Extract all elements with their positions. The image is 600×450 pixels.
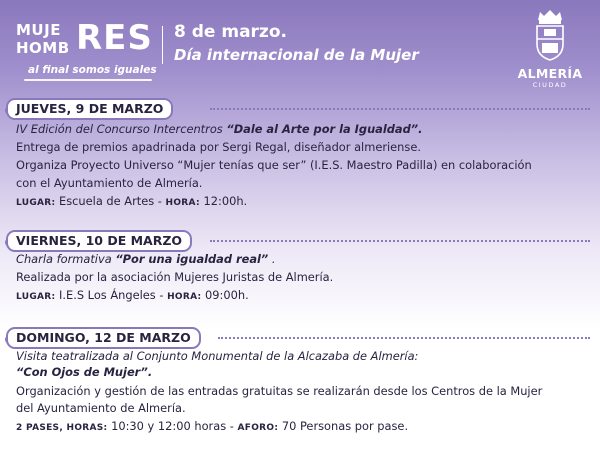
- event-title-suffix: .: [268, 252, 276, 266]
- event-section-sunday: [6, 327, 594, 442]
- event-title-bold: “Dale al Arte por la Igualdad”.: [226, 122, 423, 136]
- dotted-rule: [210, 240, 590, 242]
- section-heading: JUEVES, 9 DE MARZO: [6, 98, 173, 120]
- capacity-value: 70 Personas por pase.: [278, 419, 409, 433]
- logo-muje-text: MUJE: [16, 21, 61, 39]
- event-title-prefix: Charla formativa: [16, 252, 116, 266]
- header-subtitle: Día internacional de la Mujer: [174, 46, 419, 64]
- sessions-label: 2 PASES, HORAS:: [16, 423, 108, 433]
- event-section-thursday: [6, 98, 594, 213]
- event-line: Realizada por la asociación Mujeres Juristas de Almería.: [16, 270, 334, 284]
- logo-tagline: al final somos iguales: [28, 64, 157, 76]
- place-value: Escuela de Artes -: [55, 194, 166, 208]
- event-line: del Ayuntamiento de Almería.: [16, 401, 186, 415]
- place-label: LUGAR:: [16, 198, 56, 208]
- event-title-prefix: IV Edición del Concurso Intercentros: [16, 122, 227, 136]
- sessions-value: 10:30 y 12:00 horas -: [107, 419, 238, 433]
- event-line: Entrega de premios apadrinada por Sergi Regal, diseñador almeriense.: [16, 140, 421, 154]
- event-title-bold: “Por una igualdad real”: [115, 252, 269, 266]
- section-heading: DOMINGO, 12 DE MARZO: [6, 327, 201, 349]
- time-label: HORA:: [165, 198, 200, 208]
- event-section-friday: [6, 230, 594, 310]
- event-title: [16, 121, 422, 137]
- event-line: Organiza Proyecto Universo “Mujer tenías que ser” (I.E.S. Maestro Padilla) en colaboración: [16, 158, 532, 172]
- event-info: [16, 418, 408, 436]
- mujeres-hombres-logo: [14, 16, 164, 86]
- event-line: Organización y gestión de las entradas gratuitas se realizarán desde los Centros de la Mujer: [16, 384, 543, 398]
- place-value: I.E.S Los Ángeles -: [55, 288, 168, 302]
- capacity-label: AFORO:: [237, 423, 279, 433]
- logo-underline: [24, 79, 152, 81]
- dotted-rule: [218, 337, 590, 339]
- event-title: [16, 251, 276, 267]
- logo-homb-text: HOMB: [16, 39, 70, 57]
- event-title-bold: “Con Ojos de Mujer”.: [16, 365, 153, 379]
- logo-res-text: RES: [76, 18, 153, 58]
- time-value: 09:00h.: [201, 288, 249, 302]
- event-title: Visita teatralizada al Conjunto Monumental de la Alcazaba de Almería:: [16, 349, 419, 363]
- event-line: con el Ayuntamiento de Almería.: [16, 176, 203, 190]
- section-heading: VIERNES, 10 DE MARZO: [6, 230, 192, 252]
- time-value: 12:00h.: [199, 194, 248, 208]
- crest-city-sub: CIUDAD: [532, 81, 568, 89]
- event-info: [16, 193, 247, 211]
- crest-city-name: ALMERÍA: [517, 66, 583, 81]
- coat-of-arms-icon: [510, 6, 590, 64]
- event-info: [16, 287, 249, 305]
- header-date: 8 de marzo.: [174, 22, 287, 42]
- header-divider: [162, 26, 163, 64]
- almeria-crest: [510, 6, 590, 96]
- place-label: LUGAR:: [16, 292, 56, 302]
- time-label: HORA:: [167, 292, 202, 302]
- dotted-rule: [210, 108, 590, 110]
